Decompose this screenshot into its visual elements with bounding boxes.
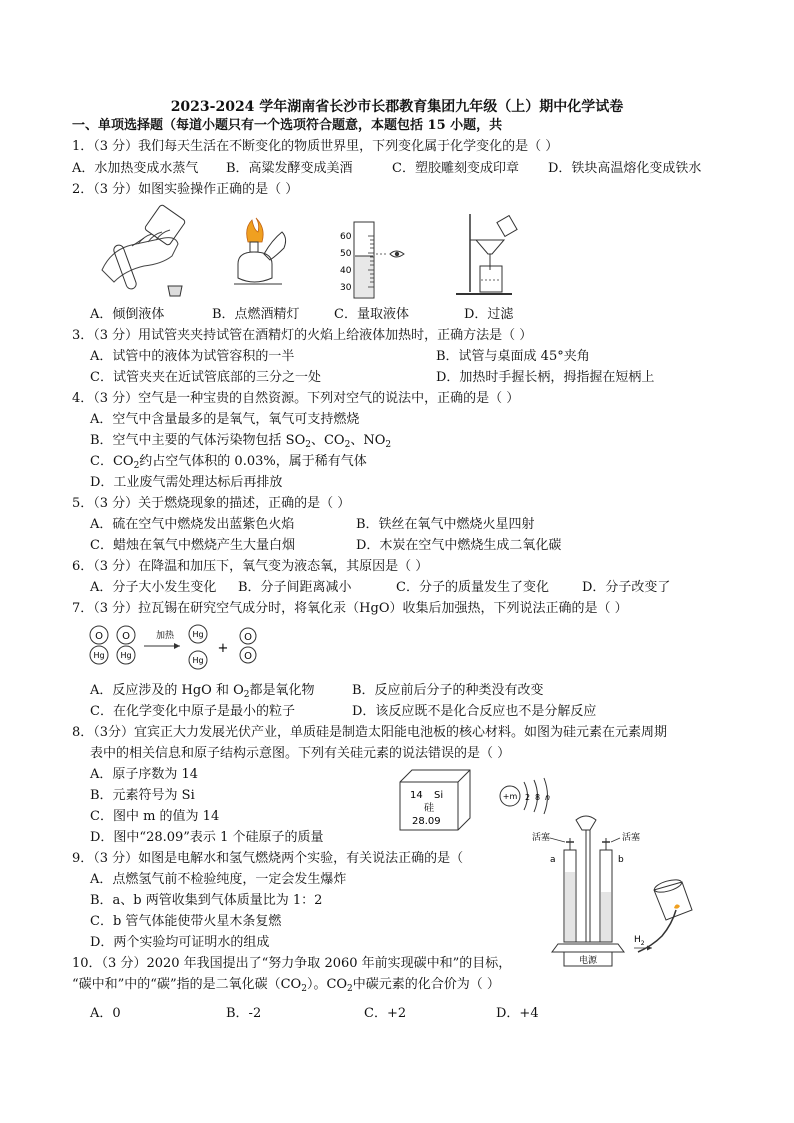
shell-2-electrons: 8 xyxy=(535,793,541,802)
q4-option-c: C．$CO_2$约占空气体积的 0.03%，属于稀有气体 xyxy=(90,454,367,471)
q8-option-c: C．图中 m 的值为 14 xyxy=(90,809,220,824)
tube-b-label: b xyxy=(618,855,624,865)
silicon-name: 硅 xyxy=(424,803,434,814)
mercury-atom-2: Hg xyxy=(120,651,132,660)
silicon-atomic-number: 14 xyxy=(410,790,423,801)
silicon-atomic-mass: 28.09 xyxy=(412,816,441,827)
q7-option-a: A．反应涉及的 HgO 和 $O_2$都是氧化物 xyxy=(90,683,315,700)
nucleus-charge: +m xyxy=(502,792,518,801)
question-4: 4．（3 分）空气是一种宝贵的自然资源。下列对空气的说法中，正确的是（ ） xyxy=(72,391,520,406)
cylinder-tick-50: 50 xyxy=(340,249,352,259)
silicon-periodic-cell xyxy=(398,768,478,832)
mercury-oxide-reaction-diagram xyxy=(88,624,278,674)
filtration-figure xyxy=(452,210,522,302)
lighting-alcohol-lamp-figure xyxy=(226,216,296,298)
q5-option-b: B．铁丝在氧气中燃烧火星四射 xyxy=(356,517,535,532)
q6-option-a: A．分子大小发生变化 xyxy=(90,580,217,595)
q9-option-c: C．b 管气体能使带火星木条复燃 xyxy=(90,914,282,929)
water-electrolysis-apparatus xyxy=(528,812,648,968)
mercury-atom-4: Hg xyxy=(192,656,204,665)
q10-option-a: A．0 xyxy=(90,1006,121,1021)
q9-option-a: A．点燃氢气前不检验纯度，一定会发生爆炸 xyxy=(90,872,347,887)
q3-option-b: B．试管与桌面成 45°夹角 xyxy=(436,349,590,364)
question-8-line-2: 表中的相关信息和原子结构示意图。下列有关硅元素的说法错误的是（ ） xyxy=(90,746,511,761)
q4-option-b: B．空气中主要的气体污染物包括 $SO_2$、$CO_2$、$NO_2$ xyxy=(90,433,392,450)
q1-option-d: D．铁块高温熔化变成铁水 xyxy=(548,161,702,176)
question-9: 9．（3 分）如图是电解水和氢气燃烧两个实验，有关说法正确的是（ xyxy=(72,851,464,866)
pouring-liquid-figure xyxy=(92,208,192,300)
mercury-atom-3: Hg xyxy=(192,630,204,639)
oxygen-atom-4: O xyxy=(244,651,252,662)
q10-option-d: D．+4 xyxy=(496,1006,539,1021)
shell-1-electrons: 2 xyxy=(525,793,531,802)
power-supply-label: 电源 xyxy=(578,956,598,966)
page-title: 2023-2024 学年湖南省长沙市长郡教育集团九年级（上）期中化学试卷 xyxy=(170,99,624,115)
shell-3-electrons: n xyxy=(545,793,551,802)
question-10-line-2: “碳中和”中的“碳”指的是二氧化碳$(CO_2)$。$CO_2$中碳元素的化合价为（ ） xyxy=(72,977,500,994)
q3-option-d: D．加热时手握长柄，拇指握在短柄上 xyxy=(436,370,655,385)
tube-a-label: a xyxy=(550,855,556,865)
q1-option-b: B．高粱发酵变成美酒 xyxy=(226,161,353,176)
q10-option-b: B．-2 xyxy=(226,1006,262,1021)
q6-option-b: B．分子间距离减小 xyxy=(238,580,352,595)
q7-option-c: C．在化学变化中原子是最小的粒子 xyxy=(90,704,295,719)
q2-option-b: B．点燃酒精灯 xyxy=(212,307,300,322)
mercury-atom-1: Hg xyxy=(93,651,105,660)
cylinder-tick-60: 60 xyxy=(340,232,352,242)
plus-sign: + xyxy=(217,641,229,656)
q4-option-d: D．工业废气需处理达标后再排放 xyxy=(90,475,283,490)
q3-option-c: C．试管夹夹在近试管底部的三分之一处 xyxy=(90,370,321,385)
question-8-line-1: 8．（3分）宜宾正大力发展光伏产业，单质硅是制造太阳能电池板的核心材料。如图为硅元素在元素周期 xyxy=(72,725,668,740)
question-5: 5．（3 分）关于燃烧现象的描述，正确的是（ ） xyxy=(72,496,351,511)
q3-option-a: A．试管中的液体为试管容积的一半 xyxy=(90,349,295,364)
q9-option-b: B．a、b 两管收集到气体质量比为 1：2 xyxy=(90,893,323,908)
oxygen-atom-3: O xyxy=(244,632,252,643)
q8-option-a: A．原子序数为 14 xyxy=(90,767,199,782)
q9-option-d: D．两个实验均可证明水的组成 xyxy=(90,935,270,950)
cylinder-tick-40: 40 xyxy=(340,266,352,276)
q2-option-d: D．过滤 xyxy=(464,307,514,322)
hydrogen-combustion-figure xyxy=(632,880,712,970)
left-valve-label: 活塞 xyxy=(532,833,551,843)
section-heading: 一、单项选择题（每道小题只有一个选项符合题意，本题包括 15 小题，共 xyxy=(72,118,503,133)
cylinder-tick-30: 30 xyxy=(340,283,352,293)
q6-option-c: C．分子的质量发生了变化 xyxy=(396,580,549,595)
q7-option-d: D．该反应既不是化合反应也不是分解反应 xyxy=(352,704,597,719)
q4-option-a: A．空气中含量最多的是氧气，氧气可支持燃烧 xyxy=(90,412,360,427)
q2-option-c: C．量取液体 xyxy=(334,307,409,322)
graduated-cylinder-figure xyxy=(340,214,420,304)
question-2: 2．（3 分）如图实验操作正确的是（ ） xyxy=(72,182,299,197)
oxygen-atom-2: O xyxy=(122,631,130,642)
question-6: 6．（3 分）在降温和加压下，氧气变为液态氧，其原因是（ ） xyxy=(72,559,429,574)
q2-option-a: A．倾倒液体 xyxy=(90,307,165,322)
question-3: 3．（3 分）用试管夹夹持试管在酒精灯的火焰上给液体加热时，正确方法是（ ） xyxy=(72,328,533,343)
q5-option-c: C．蜡烛在氧气中燃烧产生大量白烟 xyxy=(90,538,295,553)
oxygen-atom-1: O xyxy=(95,631,103,642)
question-7: 7．（3 分）拉瓦锡在研究空气成分时，将氧化汞（HgO）收集后加强热，下列说法正确的是（ ） xyxy=(72,601,628,616)
right-valve-label: 活塞 xyxy=(622,833,641,843)
q1-option-a: A．水加热变成水蒸气 xyxy=(72,161,199,176)
q8-option-d: D．图中“28.09”表示 1 个硅原子的质量 xyxy=(90,830,324,845)
question-10-line-1: 10．（3 分）2020 年我国提出了“努力争取 2060 年前实现碳中和”的目标， xyxy=(72,956,512,971)
q7-option-b: B．反应前后分子的种类没有改变 xyxy=(352,683,544,698)
q1-option-c: C．塑胶雕刻变成印章 xyxy=(392,161,519,176)
q5-option-a: A．硫在空气中燃烧发出蓝紫色火焰 xyxy=(90,517,295,532)
question-1: 1．（3 分）我们每天生活在不断变化的物质世界里，下列变化属于化学变化的是（ ） xyxy=(72,139,559,154)
q8-option-b: B．元素符号为 Si xyxy=(90,788,195,803)
heat-label: 加热 xyxy=(156,631,175,641)
q6-option-d: D．分子改变了 xyxy=(582,580,671,595)
silicon-symbol: Si xyxy=(434,790,444,801)
q10-option-c: C．+2 xyxy=(364,1006,407,1021)
hydrogen-label: $H_2$ xyxy=(634,935,645,947)
q5-option-d: D．木炭在空气中燃烧生成二氧化碳 xyxy=(356,538,562,553)
